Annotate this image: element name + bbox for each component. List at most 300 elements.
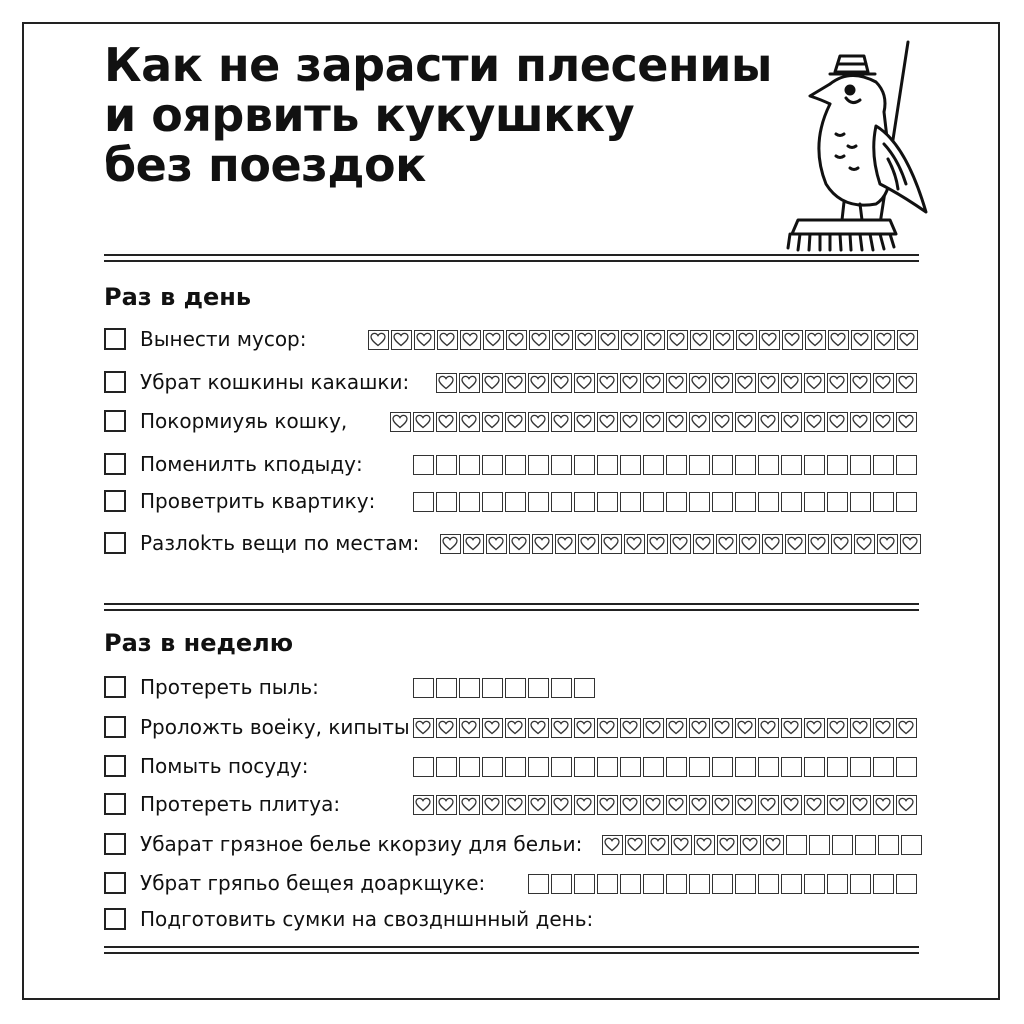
task-checkbox[interactable] [104,716,126,738]
heart-icon [511,536,527,551]
heart-icon [534,536,550,551]
task-row [104,673,919,703]
task-label: Поменилть кподыду: [140,452,363,476]
heart-cell[interactable] [528,718,549,738]
heart-cell[interactable] [896,795,917,815]
empty-cell[interactable] [735,874,756,894]
heart-cell[interactable] [781,412,802,432]
empty-cell[interactable] [574,874,595,894]
heart-cell[interactable] [482,373,503,393]
heart-cell[interactable] [735,412,756,432]
heart-cell[interactable] [735,795,756,815]
heart-cell[interactable] [528,795,549,815]
task-checkbox[interactable] [104,410,126,432]
empty-cell[interactable] [850,492,871,512]
heart-cell[interactable] [648,835,669,855]
heart-cell[interactable] [713,330,734,350]
heart-cell[interactable] [643,412,664,432]
empty-cell[interactable] [896,492,917,512]
heart-cell[interactable] [666,718,687,738]
heart-cell[interactable] [644,330,665,350]
empty-cell[interactable] [896,757,917,777]
heart-cell[interactable] [574,718,595,738]
heart-cell[interactable] [505,795,526,815]
heart-cell[interactable] [854,534,875,554]
empty-cell[interactable] [505,678,526,698]
empty-cell[interactable] [643,455,664,475]
empty-cell[interactable] [413,678,434,698]
empty-cell[interactable] [804,874,825,894]
heart-cell[interactable] [483,330,504,350]
heart-icon [853,332,869,347]
heart-cell[interactable] [735,718,756,738]
heart-icon [898,375,914,390]
empty-cell[interactable] [804,757,825,777]
empty-cell[interactable] [689,874,710,894]
empty-cell[interactable] [597,757,618,777]
heart-cell[interactable] [505,373,526,393]
heart-cell[interactable] [758,795,779,815]
empty-cell[interactable] [781,757,802,777]
heart-cell[interactable] [459,412,480,432]
empty-cell[interactable] [620,757,641,777]
heart-cell[interactable] [575,330,596,350]
heart-cell[interactable] [716,534,737,554]
empty-cell[interactable] [786,835,807,855]
task-checkbox[interactable] [104,793,126,815]
task-checkbox[interactable] [104,371,126,393]
empty-cell[interactable] [873,492,894,512]
empty-cell[interactable] [597,455,618,475]
heart-cell[interactable] [413,795,434,815]
task-label: Подготовить сумки на своздншнный день: [140,907,594,931]
heart-cell[interactable] [482,795,503,815]
empty-cell[interactable] [712,874,733,894]
empty-cell[interactable] [574,455,595,475]
empty-cell[interactable] [436,492,457,512]
empty-cell[interactable] [528,757,549,777]
heart-cell[interactable] [670,534,691,554]
heart-cell[interactable] [391,330,412,350]
heart-cell[interactable] [528,412,549,432]
empty-cell[interactable] [850,757,871,777]
empty-cell[interactable] [855,835,876,855]
heart-cell[interactable] [647,534,668,554]
heart-icon [668,720,684,735]
empty-cell[interactable] [781,455,802,475]
heart-icon [461,720,477,735]
empty-cell[interactable] [551,874,572,894]
task-checkbox[interactable] [104,833,126,855]
heart-cell[interactable] [620,795,641,815]
empty-cell[interactable] [666,757,687,777]
task-checkbox[interactable] [104,676,126,698]
heart-icon [649,536,665,551]
heart-icon [875,414,891,429]
heart-icon [691,797,707,812]
heart-cell[interactable] [758,718,779,738]
task-checkbox[interactable] [104,532,126,554]
empty-cell[interactable] [643,492,664,512]
heart-cell[interactable] [459,718,480,738]
empty-cell[interactable] [781,492,802,512]
task-checkbox[interactable] [104,453,126,475]
empty-cell[interactable] [666,874,687,894]
heart-cell[interactable] [509,534,530,554]
heart-cell[interactable] [827,795,848,815]
heart-cell[interactable] [828,330,849,350]
heart-icon [627,837,643,852]
heart-icon [787,536,803,551]
heart-cell[interactable] [436,412,457,432]
task-checkbox[interactable] [104,872,126,894]
empty-cell[interactable] [574,757,595,777]
heart-icon [622,720,638,735]
empty-cell[interactable] [804,455,825,475]
empty-cell[interactable] [735,492,756,512]
heart-cell[interactable] [693,534,714,554]
task-row [104,529,919,559]
heart-icon [507,797,523,812]
empty-cell[interactable] [528,455,549,475]
heart-cell[interactable] [551,373,572,393]
empty-cell[interactable] [643,757,664,777]
empty-cell[interactable] [666,492,687,512]
empty-cell[interactable] [804,492,825,512]
empty-cell[interactable] [712,455,733,475]
empty-cell[interactable] [482,678,503,698]
heart-cell[interactable] [529,330,550,350]
heart-icon [438,720,454,735]
heart-cell[interactable] [850,373,871,393]
heart-cell[interactable] [532,534,553,554]
heart-icon [806,720,822,735]
empty-cell[interactable] [528,678,549,698]
empty-cell[interactable] [620,492,641,512]
heart-cell[interactable] [804,373,825,393]
heart-cell[interactable] [689,795,710,815]
heart-cell[interactable] [896,412,917,432]
empty-cell[interactable] [505,757,526,777]
heart-cell[interactable] [666,412,687,432]
heart-cell[interactable] [666,795,687,815]
heart-cell[interactable] [597,718,618,738]
empty-cell[interactable] [873,455,894,475]
empty-cell[interactable] [482,455,503,475]
empty-cell[interactable] [809,835,830,855]
empty-cell[interactable] [712,757,733,777]
empty-cell[interactable] [551,492,572,512]
heart-cell[interactable] [740,835,761,855]
heart-cell[interactable] [739,534,760,554]
task-checkbox[interactable] [104,490,126,512]
task-checkbox[interactable] [104,908,126,930]
heart-cell[interactable] [873,373,894,393]
heart-cell[interactable] [552,330,573,350]
heart-cell[interactable] [486,534,507,554]
heart-cell[interactable] [712,412,733,432]
heart-cell[interactable] [505,412,526,432]
heart-cell[interactable] [900,534,921,554]
heart-cell[interactable] [785,534,806,554]
empty-cell[interactable] [827,455,848,475]
empty-cell[interactable] [413,455,434,475]
title-line-1: Как не зарасти плесениы [104,38,773,92]
heart-cell[interactable] [601,534,622,554]
empty-cell[interactable] [413,492,434,512]
heart-cell[interactable] [413,412,434,432]
heart-cell[interactable] [528,373,549,393]
empty-cell[interactable] [735,455,756,475]
heart-cell[interactable] [574,412,595,432]
heart-cell[interactable] [459,795,480,815]
empty-cell[interactable] [850,455,871,475]
heart-cell[interactable] [368,330,389,350]
heart-cell[interactable] [551,718,572,738]
heart-icon [714,797,730,812]
heart-icon [626,536,642,551]
heart-cell[interactable] [758,373,779,393]
heart-icon [553,720,569,735]
heart-cell[interactable] [436,373,457,393]
heart-icon [742,837,758,852]
empty-cell[interactable] [459,757,480,777]
heart-icon [599,797,615,812]
heart-cell[interactable] [763,835,784,855]
heart-cell[interactable] [689,373,710,393]
heart-icon [696,837,712,852]
heart-cell[interactable] [808,534,829,554]
empty-cell[interactable] [758,492,779,512]
empty-cell[interactable] [574,678,595,698]
tracker-cells [413,492,919,512]
empty-cell[interactable] [896,874,917,894]
heart-cell[interactable] [624,534,645,554]
heart-cell[interactable] [873,412,894,432]
empty-cell[interactable] [873,757,894,777]
heart-icon [488,536,504,551]
empty-cell[interactable] [528,874,549,894]
heart-cell[interactable] [460,330,481,350]
empty-cell[interactable] [482,757,503,777]
heart-icon [829,375,845,390]
heart-cell[interactable] [850,412,871,432]
heart-icon [461,414,477,429]
heart-cell[interactable] [712,373,733,393]
heart-cell[interactable] [873,795,894,815]
heart-cell[interactable] [831,534,852,554]
empty-cell[interactable] [436,757,457,777]
heart-icon [438,375,454,390]
empty-cell[interactable] [505,455,526,475]
heart-cell[interactable] [874,330,895,350]
heart-cell[interactable] [804,412,825,432]
heart-cell[interactable] [850,718,871,738]
empty-cell[interactable] [551,757,572,777]
heart-cell[interactable] [459,373,480,393]
heart-icon [438,797,454,812]
heart-cell[interactable] [574,373,595,393]
heart-cell[interactable] [759,330,780,350]
empty-cell[interactable] [436,455,457,475]
heart-icon [760,797,776,812]
heart-cell[interactable] [717,835,738,855]
empty-cell[interactable] [528,492,549,512]
empty-cell[interactable] [850,874,871,894]
heart-cell[interactable] [578,534,599,554]
heart-cell[interactable] [827,412,848,432]
heart-icon [760,720,776,735]
empty-cell[interactable] [597,874,618,894]
heart-cell[interactable] [712,718,733,738]
heart-cell[interactable] [413,718,434,738]
heart-icon [737,720,753,735]
empty-cell[interactable] [827,492,848,512]
heart-cell[interactable] [689,412,710,432]
empty-cell[interactable] [666,455,687,475]
empty-cell[interactable] [735,757,756,777]
heart-cell[interactable] [690,330,711,350]
heart-cell[interactable] [436,718,457,738]
heart-cell[interactable] [736,330,757,350]
empty-cell[interactable] [436,678,457,698]
heart-cell[interactable] [827,373,848,393]
heart-cell[interactable] [850,795,871,815]
empty-cell[interactable] [551,455,572,475]
task-label: Проветрить квартику: [140,489,376,513]
heart-cell[interactable] [625,835,646,855]
heart-icon [672,536,688,551]
empty-cell[interactable] [689,455,710,475]
heart-icon [875,720,891,735]
heart-cell[interactable] [667,330,688,350]
heart-icon [829,414,845,429]
heart-icon [876,332,892,347]
empty-cell[interactable] [873,874,894,894]
heart-cell[interactable] [597,373,618,393]
empty-cell[interactable] [413,757,434,777]
heart-cell[interactable] [440,534,461,554]
heart-cell[interactable] [897,330,918,350]
empty-cell[interactable] [896,455,917,475]
heart-cell[interactable] [555,534,576,554]
empty-cell[interactable] [758,874,779,894]
heart-cell[interactable] [712,795,733,815]
heart-cell[interactable] [437,330,458,350]
empty-cell[interactable] [551,678,572,698]
empty-cell[interactable] [459,492,480,512]
empty-cell[interactable] [901,835,922,855]
tracker-cells [368,330,920,350]
heart-icon [416,332,432,347]
heart-cell[interactable] [689,718,710,738]
empty-cell[interactable] [689,492,710,512]
empty-cell[interactable] [597,492,618,512]
heart-cell[interactable] [463,534,484,554]
heart-cell[interactable] [694,835,715,855]
heart-cell[interactable] [762,534,783,554]
task-row [104,869,919,899]
empty-cell[interactable] [505,492,526,512]
heart-cell[interactable] [597,412,618,432]
heart-cell[interactable] [781,718,802,738]
heart-cell[interactable] [414,330,435,350]
empty-cell[interactable] [781,874,802,894]
heart-cell[interactable] [551,795,572,815]
heart-icon [714,375,730,390]
heart-cell[interactable] [781,373,802,393]
heart-cell[interactable] [896,373,917,393]
empty-cell[interactable] [620,874,641,894]
heart-icon [852,414,868,429]
heart-cell[interactable] [506,330,527,350]
heart-icon [507,375,523,390]
empty-cell[interactable] [689,757,710,777]
heart-cell[interactable] [621,330,642,350]
heart-cell[interactable] [877,534,898,554]
heart-cell[interactable] [482,412,503,432]
heart-cell[interactable] [643,373,664,393]
heart-cell[interactable] [873,718,894,738]
heart-cell[interactable] [390,412,411,432]
heart-cell[interactable] [758,412,779,432]
empty-cell[interactable] [758,757,779,777]
task-checkbox[interactable] [104,755,126,777]
heart-cell[interactable] [671,835,692,855]
heart-cell[interactable] [436,795,457,815]
heart-cell[interactable] [666,373,687,393]
empty-cell[interactable] [758,455,779,475]
heart-cell[interactable] [602,835,623,855]
heart-cell[interactable] [620,373,641,393]
task-label: Разлоkть вещи по местам: [140,531,420,555]
heart-cell[interactable] [482,718,503,738]
empty-cell[interactable] [482,492,503,512]
empty-cell[interactable] [832,835,853,855]
heart-cell[interactable] [804,795,825,815]
empty-cell[interactable] [827,874,848,894]
heart-icon [461,375,477,390]
heart-cell[interactable] [851,330,872,350]
empty-cell[interactable] [878,835,899,855]
heart-cell[interactable] [643,718,664,738]
empty-cell[interactable] [620,455,641,475]
heart-cell[interactable] [735,373,756,393]
heart-cell[interactable] [505,718,526,738]
heart-cell[interactable] [574,795,595,815]
heart-cell[interactable] [805,330,826,350]
heart-cell[interactable] [643,795,664,815]
empty-cell[interactable] [574,492,595,512]
heart-cell[interactable] [620,412,641,432]
task-checkbox[interactable] [104,328,126,350]
heart-cell[interactable] [781,795,802,815]
empty-cell[interactable] [827,757,848,777]
empty-cell[interactable] [459,455,480,475]
heart-cell[interactable] [551,412,572,432]
heart-icon [553,414,569,429]
heart-cell[interactable] [827,718,848,738]
empty-cell[interactable] [459,678,480,698]
heart-cell[interactable] [804,718,825,738]
empty-cell[interactable] [643,874,664,894]
heart-cell[interactable] [598,330,619,350]
heart-cell[interactable] [597,795,618,815]
heart-cell[interactable] [896,718,917,738]
heart-cell[interactable] [782,330,803,350]
empty-cell[interactable] [712,492,733,512]
heart-cell[interactable] [620,718,641,738]
